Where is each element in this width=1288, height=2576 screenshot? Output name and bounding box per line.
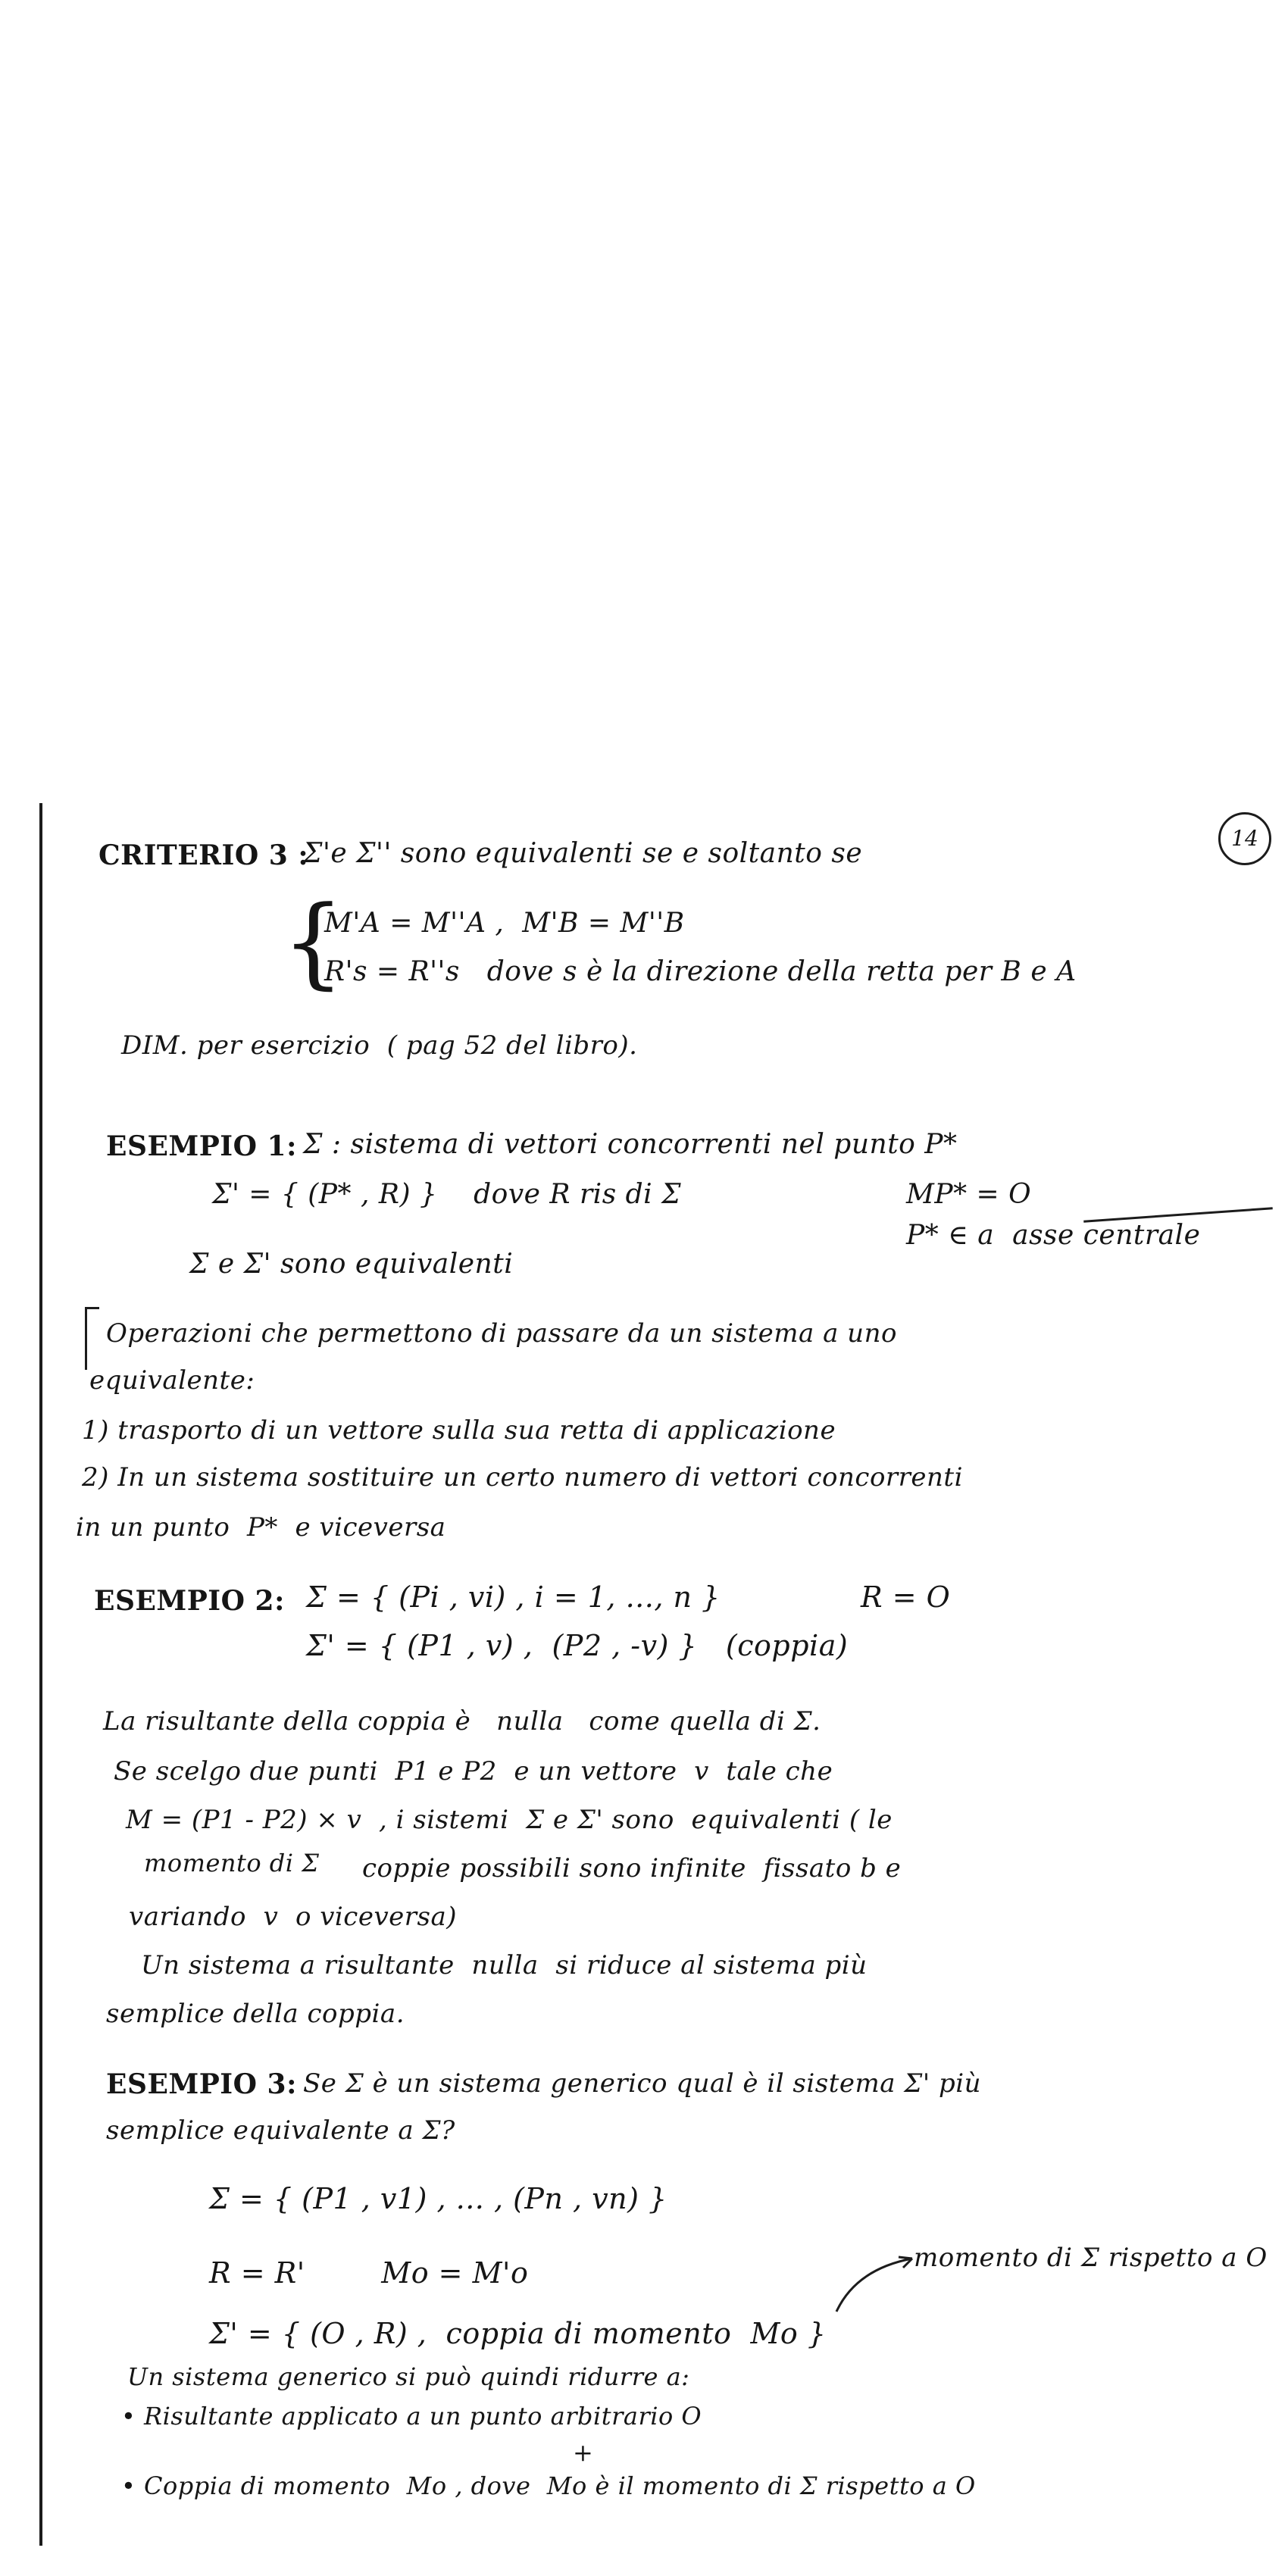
esempio3-question2: semplice equivalente a Σ? bbox=[106, 2115, 455, 2146]
operazioni-bracket bbox=[85, 1307, 99, 1370]
esempio1-heading: ESEMPIO 1: bbox=[106, 1130, 297, 1162]
esempio3-conclusion1: Un sistema generico si può quindi ridurre a: bbox=[127, 2362, 690, 2391]
esempio2-text4: coppie possibili sono infinite fissato b e bbox=[362, 1853, 902, 1884]
esempio2-sigma-prime: Σ' = { (P1 , v) , (P2 , -v) } (coppia) bbox=[306, 1629, 849, 1662]
esempio2-text5: variando v o viceversa) bbox=[129, 1902, 458, 1932]
esempio2-sigma: Σ = { (Pi , vi) , i = 1, ..., n } bbox=[306, 1580, 721, 1614]
esempio1-axis: P* ∈ a asse centrale bbox=[906, 1220, 1201, 1251]
operazioni-item1: 1) trasporto di un vettore sulla sua retta di applicazione bbox=[82, 1415, 836, 1446]
criterio3-condition-2: R's = R''s dove s è la direzione della retta per B e A bbox=[324, 956, 1077, 987]
criterio3-brace: { bbox=[282, 884, 345, 999]
esempio3-sigma: Σ = { (P1 , v1) , ... , (Pn , vn) } bbox=[209, 2182, 667, 2215]
criterio3-proof: DIM. per esercizio ( pag 52 del libro). bbox=[121, 1030, 638, 1061]
annotation-arrow-icon bbox=[833, 2254, 917, 2315]
esempio1-moment: MP* = O bbox=[906, 1179, 1032, 1210]
esempio2-text1: La risultante della coppia è nulla come quella di Σ. bbox=[103, 1706, 821, 1737]
esempio2-heading: ESEMPIO 2: bbox=[94, 1585, 285, 1617]
esempio2-annotation: momento di Σ bbox=[144, 1849, 320, 1877]
operazioni-line1: Operazioni che permettono di passare da un sistema a uno bbox=[106, 1318, 897, 1349]
esempio2-text6: Un sistema a risultante nulla si riduce al sistema più bbox=[141, 1950, 868, 1980]
operazioni-item2: 2) In un sistema sostituire un certo numero di vettori concorrenti bbox=[82, 1462, 963, 1493]
esempio2-resultant: R = O bbox=[861, 1580, 951, 1614]
esempio1-text: Σ : sistema di vettori concorrenti nel punto P* bbox=[303, 1129, 958, 1160]
criterio3-condition-1: M'A = M''A , M'B = M''B bbox=[324, 908, 685, 939]
esempio3-plus: + bbox=[573, 2438, 594, 2467]
esempio3-bullet1: • Risultante applicato a un punto arbitrario O bbox=[121, 2402, 702, 2431]
esempio2-text2: Se scelgo due punti P1 e P2 e un vettore v tale che bbox=[114, 1756, 833, 1787]
esempio2-text7: semplice della coppia. bbox=[106, 1999, 405, 2029]
esempio3-question1: Se Σ è un sistema generico qual è il sistema Σ' più bbox=[303, 2068, 982, 2099]
criterio3-statement: Σ'e Σ'' sono equivalenti se e soltanto se bbox=[303, 838, 863, 869]
page-number: 14 bbox=[1218, 812, 1271, 865]
operazioni-item3: in un punto P* e viceversa bbox=[76, 1512, 446, 1543]
esempio3-sigma-prime: Σ' = { (O , R) , coppia di momento Mo } bbox=[209, 2317, 827, 2350]
operazioni-line2: equivalente: bbox=[89, 1365, 255, 1396]
esempio2-text3: M = (P1 - P2) × v , i sistemi Σ e Σ' sono equivalenti ( le bbox=[126, 1805, 893, 1835]
esempio1-sigma-prime: Σ' = { (P* , R) } dove R ris di Σ bbox=[212, 1179, 682, 1210]
esempio1-conclusion: Σ e Σ' sono equivalenti bbox=[189, 1249, 514, 1280]
esempio3-bullet2: • Coppia di momento Mo , dove Mo è il momento di Σ rispetto a O bbox=[121, 2471, 976, 2500]
esempio3-annotation: momento di Σ rispetto a O bbox=[914, 2243, 1268, 2273]
page-margin-line bbox=[39, 803, 42, 2546]
criterio3-heading: CRITERIO 3 : bbox=[98, 839, 309, 871]
esempio3-equalities: R = R' Mo = M'o bbox=[209, 2256, 529, 2290]
esempio3-heading: ESEMPIO 3: bbox=[106, 2068, 297, 2100]
